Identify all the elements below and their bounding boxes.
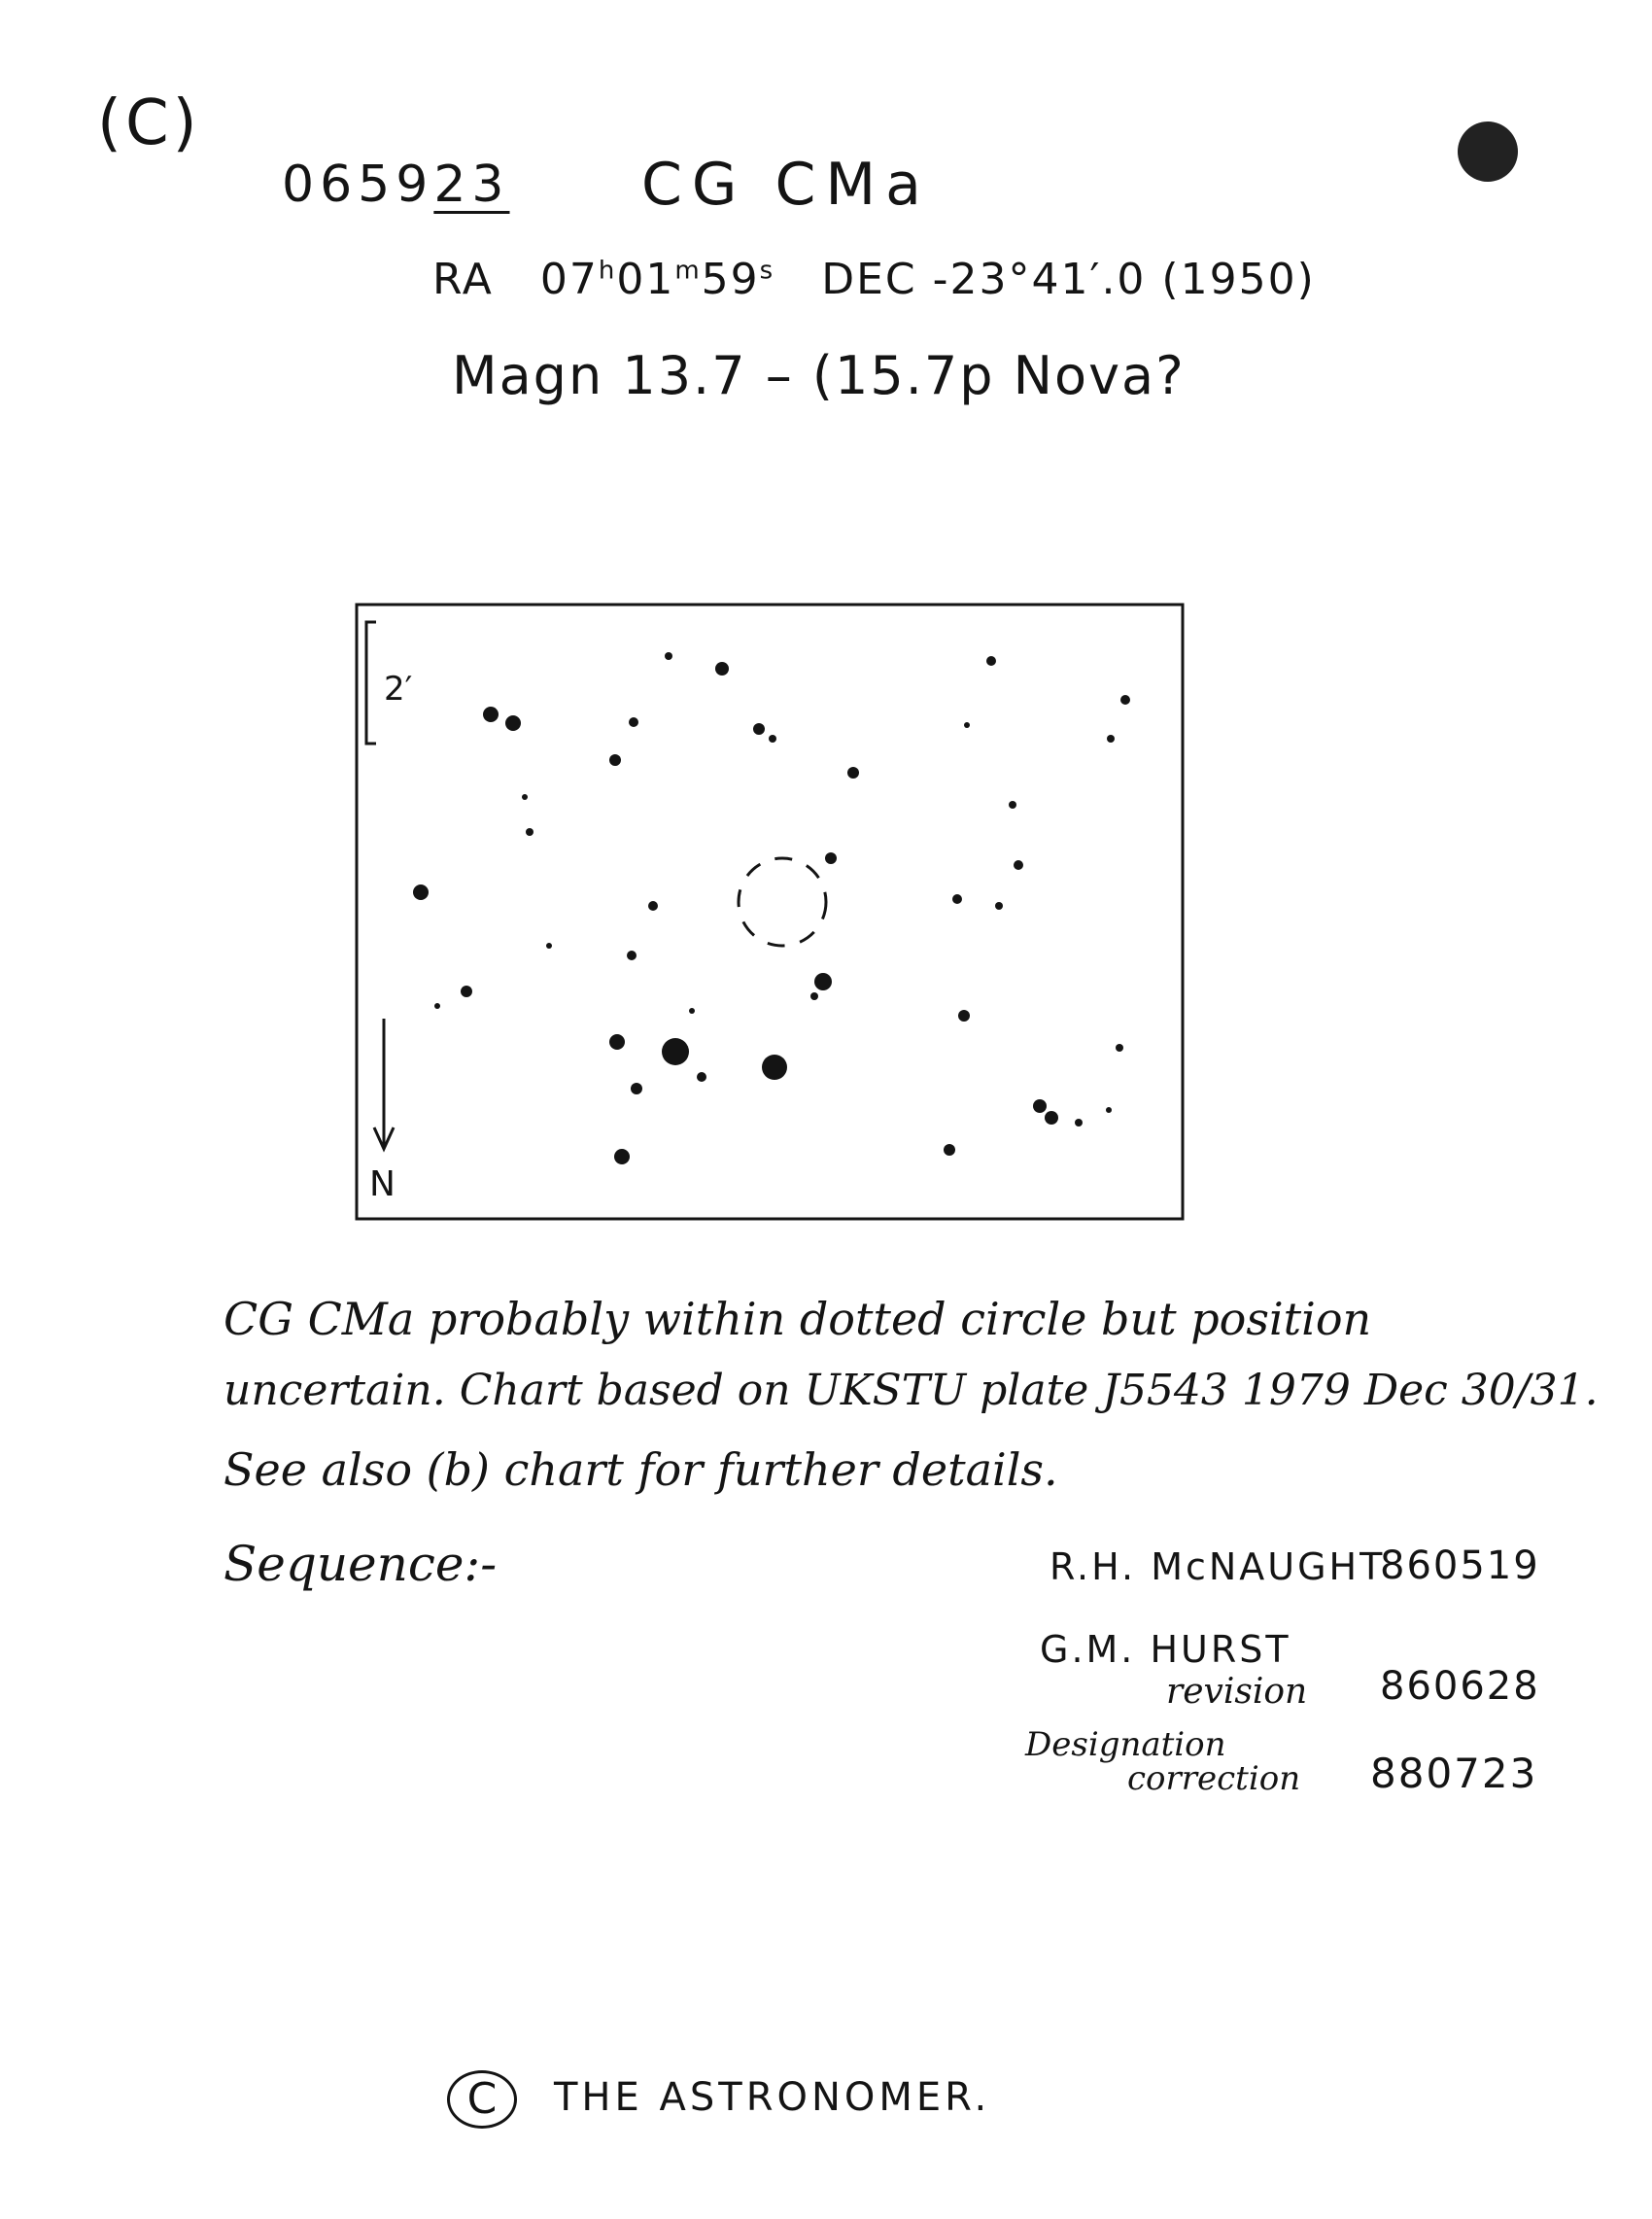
finder-chart: [355, 603, 1190, 1234]
credit-date: 860519: [1380, 1543, 1540, 1588]
star: [697, 1072, 706, 1082]
credit-note: Designation: [1025, 1725, 1226, 1764]
copyright-icon: C: [447, 2070, 517, 2129]
star: [662, 1038, 689, 1065]
note-line-3: See also (b) chart for further details.: [224, 1443, 1058, 1496]
credit-date: 880723: [1370, 1750, 1538, 1797]
star: [505, 715, 521, 731]
star: [522, 794, 528, 800]
star: [1120, 695, 1130, 705]
star-name: CG CMa: [641, 151, 931, 219]
punch-hole-mark: [1458, 121, 1518, 182]
star: [814, 973, 832, 990]
star: [964, 722, 970, 728]
hours-unit: h: [598, 256, 617, 286]
chart-frame: [357, 605, 1183, 1219]
star: [631, 1083, 642, 1094]
star: [614, 1149, 630, 1164]
star: [1116, 1044, 1123, 1052]
epoch: (1950): [1161, 255, 1316, 304]
star: [753, 723, 765, 735]
star: [609, 754, 621, 766]
star: [526, 828, 533, 836]
ra-seconds: 59: [701, 255, 760, 304]
ra-minutes: 01: [616, 255, 675, 304]
magnitude-line: Magn 13.7 – (15.7p Nova?: [452, 345, 1186, 406]
credit-note: revision: [1166, 1672, 1308, 1712]
note-line-1: CG CMa probably within dotted circle but position: [224, 1293, 1372, 1345]
star: [1033, 1099, 1047, 1113]
note-line-2: uncertain. Chart based on UKSTU plate J5543 1979 Dec 30/31.: [224, 1366, 1599, 1415]
star: [648, 901, 658, 911]
dec-label: DEC: [821, 255, 917, 304]
ra-hours: 07: [539, 255, 599, 304]
scale-bracket: [366, 622, 376, 744]
catalog-number: [282, 156, 510, 214]
copyright-text: THE ASTRONOMER.: [554, 2075, 991, 2120]
ra-label: RA: [432, 255, 494, 304]
target-dashed-circle: [739, 858, 826, 946]
credit-author: R.H. McNAUGHT: [1050, 1545, 1386, 1588]
credit-date: 860628: [1380, 1664, 1540, 1709]
star: [769, 735, 776, 743]
star: [434, 1003, 440, 1009]
star: [1075, 1119, 1083, 1127]
star: [1045, 1111, 1058, 1125]
minutes-unit: m: [674, 256, 702, 286]
scale-label: 2′: [384, 670, 413, 709]
star: [1009, 801, 1016, 809]
star: [715, 662, 729, 676]
chart-label: (C): [97, 87, 201, 159]
star: [483, 707, 499, 722]
star: [847, 767, 859, 779]
star: [461, 986, 472, 997]
credit-note: correction: [1127, 1759, 1301, 1798]
star: [413, 884, 429, 900]
star: [995, 902, 1003, 910]
star: [825, 852, 837, 864]
star: [609, 1034, 625, 1050]
sequence-label: Sequence:-: [224, 1536, 498, 1592]
star: [810, 992, 818, 1000]
star: [1106, 1107, 1112, 1113]
star: [762, 1055, 787, 1080]
star: [952, 894, 962, 904]
seconds-unit: s: [759, 256, 775, 286]
star: [986, 656, 996, 666]
star: [627, 951, 637, 960]
star: [958, 1010, 970, 1022]
star: [1107, 735, 1115, 743]
star: [689, 1008, 695, 1014]
credit-author: G.M. HURST: [1040, 1628, 1291, 1671]
catalog-suffix: 23: [433, 156, 510, 214]
north-label: N: [369, 1164, 396, 1204]
star: [1014, 860, 1023, 870]
dec-value: -23°41′.0: [932, 255, 1147, 304]
star: [546, 943, 552, 949]
coordinates-line: [432, 255, 1316, 304]
star: [665, 652, 672, 660]
catalog-prefix: 0659: [282, 156, 434, 214]
star: [629, 717, 638, 727]
star: [944, 1144, 955, 1156]
